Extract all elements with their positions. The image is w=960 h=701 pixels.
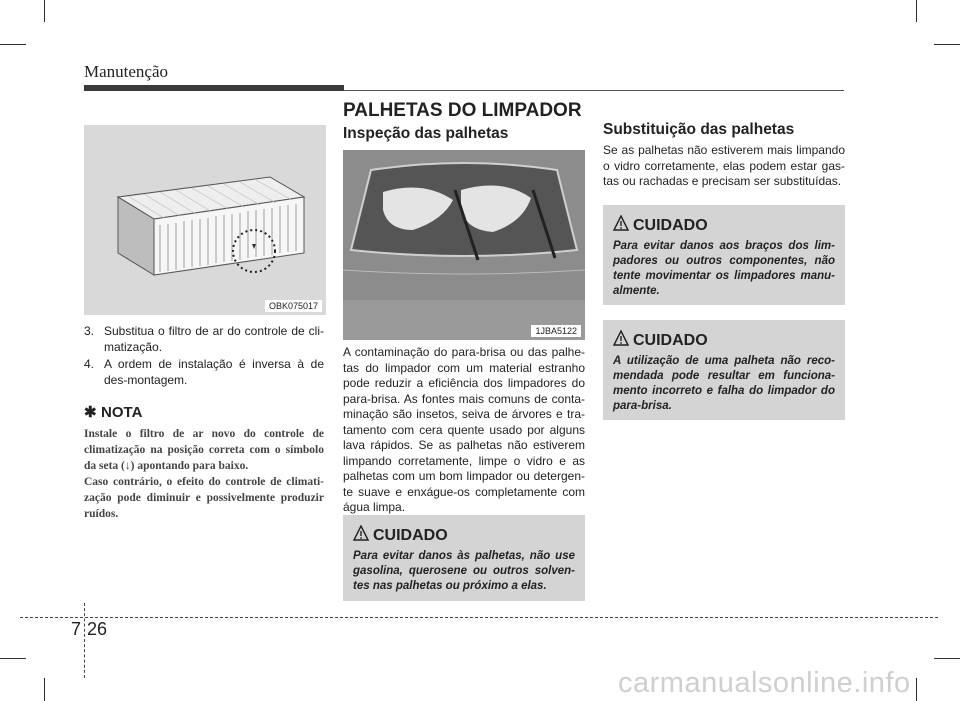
crop-mark (934, 658, 960, 659)
step-3 (84, 324, 324, 356)
header-bar (84, 85, 344, 91)
note-heading (84, 403, 142, 422)
cabin-filter-illustration (84, 125, 326, 315)
crop-mark (934, 44, 960, 45)
step-number: 3. (84, 324, 95, 338)
header-rule (344, 90, 844, 91)
crop-mark (916, 678, 917, 701)
caution-text: A utilização de uma palheta não reco-mendada pode resultar em funciona-mento incorreto e falha do limpador do para-brisa. (613, 355, 835, 412)
windshield-illustration (343, 150, 585, 340)
note-title: NOTA (101, 404, 143, 421)
figure-label: OBK075017 (265, 300, 322, 312)
caution-text: Para evitar danos às palhetas, não use gasolina, querosene ou outros solven-tes nas palhetas ou próximo a elas. (353, 550, 575, 592)
note-paragraph: Caso contrário, o efeito do controle de climati-zação pode diminuir e possivelmente produzir ruídos. (84, 476, 324, 520)
step-number: 4. (84, 357, 95, 371)
note-paragraph: Instale o filtro de ar novo do controle de climatização na posição correta com o símbolo da seta (↓) apontando para baixo. (84, 428, 324, 472)
cabin-filter-figure (84, 125, 326, 315)
crop-mark (44, 678, 45, 701)
caution-box (603, 205, 845, 305)
note-symbol: ✱ (84, 404, 97, 421)
crop-mark (44, 0, 45, 22)
caution-title: CUIDADO (633, 217, 708, 234)
warning-icon (613, 215, 629, 231)
caution-title: CUIDADO (633, 332, 708, 349)
page-number: 26 (87, 619, 108, 639)
windshield-figure (343, 150, 585, 340)
caution-text: Para evitar danos aos braços dos lim-padores ou outros componentes, não tente movimentar os limpadores manu-almente. (613, 240, 835, 297)
caution-box (603, 320, 845, 420)
footer-dashed-divider (84, 603, 85, 678)
body-paragraph: Se as palhetas não estiverem mais limpando o vidro corretamente, elas podem estar gas-tas ou rachadas e precisam ser substituídas. (603, 143, 845, 188)
caution-title: CUIDADO (373, 527, 448, 544)
warning-icon (353, 525, 369, 541)
figure-label: 1JBA5122 (531, 325, 581, 337)
caution-box (343, 515, 585, 601)
step-text: A ordem de instalação é inversa à de des-montagem. (104, 357, 324, 387)
crop-mark (0, 44, 26, 45)
watermark: carmanualsonline.info (618, 667, 911, 699)
subsection-title: Inspeção das palhetas (343, 125, 509, 142)
body-paragraph: A contaminação do para-brisa ou das palhe-tas do limpador com um material estranho pode reduzir a eficiência dos limpadores do para-brisa. As fontes mais comuns de conta-minação são insetos, seiva de árvores e tra-tamento com cera quente usado por alguns lava rápidos. Se as palhetas não estiverem limpando corretamente, limpe o vidro e as palhetas com um bom limpador ou detergen-te suave e enxágue-os completamente com água limpa. (343, 345, 585, 514)
subsection-title: Substituição das palhetas (603, 121, 795, 138)
page-chapter: 7 (71, 619, 82, 639)
step-text: Substitua o filtro de ar do controle de cli-matização. (104, 324, 324, 354)
step-4 (84, 357, 324, 389)
warning-icon (613, 330, 629, 346)
footer-dashed-rule (20, 617, 938, 618)
section-title: PALHETAS DO LIMPADOR (343, 100, 582, 121)
crop-mark (0, 658, 26, 659)
crop-mark (916, 0, 917, 22)
page-header-title: Manutenção (84, 62, 169, 81)
